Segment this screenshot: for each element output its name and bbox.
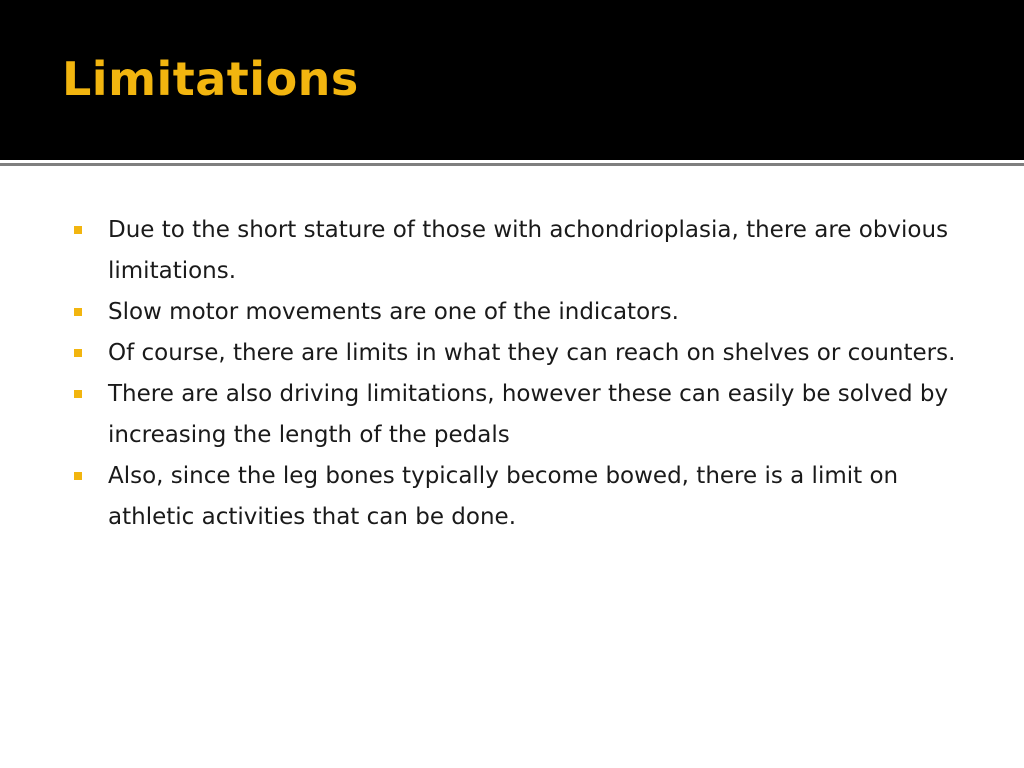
divider-line: [0, 163, 1024, 166]
bullet-text: Due to the short stature of those with achondrioplasia, there are obvious limitations.: [108, 217, 949, 284]
bullet-text: Also, since the leg bones typically become bowed, there is a limit on athletic activities that can be done.: [108, 463, 899, 530]
bullet-list: [70, 210, 970, 538]
square-bullet-icon: [74, 390, 82, 398]
square-bullet-icon: [74, 472, 82, 480]
title-bar: [0, 0, 1024, 160]
bullet-item: [70, 292, 970, 333]
bullet-item: [70, 333, 970, 374]
square-bullet-icon: [74, 308, 82, 316]
slide-title: Limitations: [62, 52, 359, 106]
bullet-item: [70, 210, 970, 292]
bullet-text: Slow motor movements are one of the indicators.: [108, 299, 679, 325]
square-bullet-icon: [74, 226, 82, 234]
bullet-item: [70, 374, 970, 456]
bullet-text: Of course, there are limits in what they can reach on shelves or counters.: [108, 340, 956, 366]
bullet-item: [70, 456, 970, 538]
bullet-text: There are also driving limitations, however these can easily be solved by increasing the length of the pedals: [108, 381, 949, 448]
square-bullet-icon: [74, 349, 82, 357]
